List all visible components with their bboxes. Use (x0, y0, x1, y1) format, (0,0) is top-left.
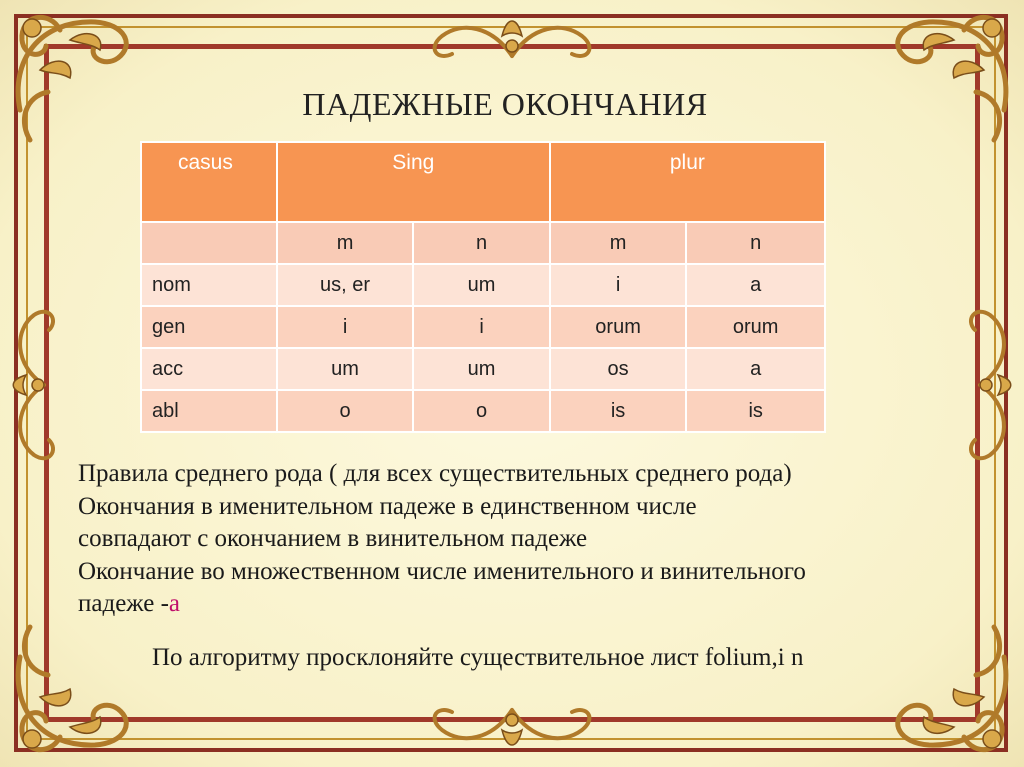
ending-cell: os (550, 348, 687, 390)
table-header-row (141, 142, 825, 222)
ending-cell: i (277, 306, 414, 348)
ending-cell: a (686, 348, 825, 390)
ending-cell: a (686, 264, 825, 306)
table-row (141, 390, 825, 432)
table-row (141, 348, 825, 390)
ending-cell: o (413, 390, 550, 432)
ending-cell: um (413, 348, 550, 390)
gender-cell-plur-n: n (686, 222, 825, 264)
gender-cell-sing-m: m (277, 222, 414, 264)
ending-cell: o (277, 390, 414, 432)
ending-cell: is (550, 390, 687, 432)
corner-ornament-bottom-left (0, 617, 150, 767)
case-name-cell: abl (141, 390, 277, 432)
gender-cell-sing-n: n (413, 222, 550, 264)
gender-cell-plur-m: m (550, 222, 687, 264)
ending-cell: i (550, 264, 687, 306)
rules-line-5-text: падеже - (78, 590, 169, 617)
case-name-cell: acc (141, 348, 277, 390)
slide-title: ПАДЕЖНЫЕ ОКОНЧАНИЯ (302, 86, 708, 122)
rules-line-3: совпадают с окончанием в винительном падеже (78, 525, 588, 552)
gender-cell-empty (141, 222, 277, 264)
rules-line-1: Правила среднего рода ( для всех существительных среднего рода) (78, 460, 792, 487)
rules-line-2: Окончания в именительном падеже в единственном числе (78, 492, 697, 520)
table-row (141, 264, 825, 306)
case-name-cell: nom (141, 264, 277, 306)
rules-line-4: Окончание во множественном числе именительного и винительного (78, 557, 806, 585)
case-endings-table (140, 141, 826, 433)
header-sing: Sing (277, 142, 550, 222)
header-casus: casus (141, 142, 277, 222)
corner-ornament-top-left (0, 0, 150, 150)
top-center-ornament (412, 6, 612, 66)
neuter-rules-text (78, 458, 806, 621)
case-name-cell: gen (141, 306, 277, 348)
ending-cell: um (413, 264, 550, 306)
ending-cell: i (413, 306, 550, 348)
rules-line-5 (78, 588, 806, 621)
ending-cell: um (277, 348, 414, 390)
ending-cell: us, er (277, 264, 414, 306)
table-row (141, 306, 825, 348)
rules-line-5-accent: а (168, 590, 181, 617)
bottom-center-ornament (412, 700, 612, 760)
ending-cell: is (686, 390, 825, 432)
left-side-ornament (4, 300, 64, 470)
ending-cell: orum (550, 306, 687, 348)
gender-row (141, 222, 825, 264)
task-text: По алгоритму просклоняйте существительное лист folium,i n (152, 644, 804, 671)
corner-ornament-bottom-right (874, 617, 1024, 767)
corner-ornament-top-right (874, 0, 1024, 150)
right-side-ornament (960, 300, 1020, 470)
header-plur: plur (550, 142, 825, 222)
ending-cell: orum (686, 306, 825, 348)
